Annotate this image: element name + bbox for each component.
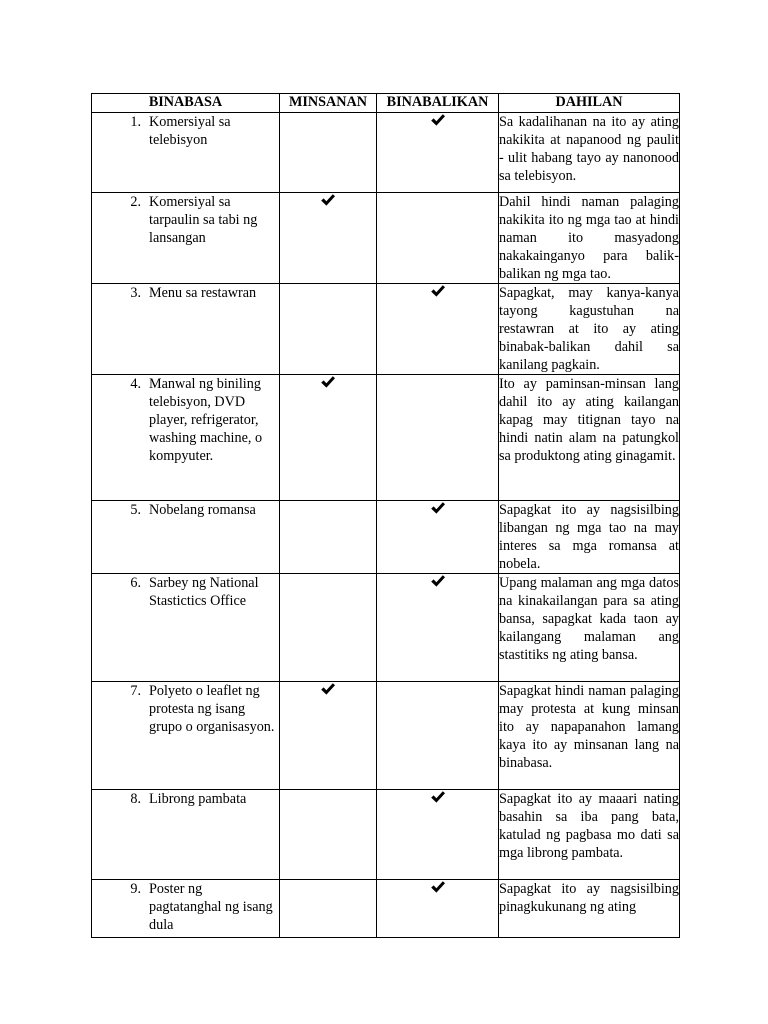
header-binabasa: BINABASA [92, 94, 280, 113]
item-number: 5. [130, 502, 141, 518]
header-binabalikan: BINABALIKAN [377, 94, 499, 113]
header-minsanan: MINSANAN [280, 94, 377, 113]
item-cell [92, 501, 280, 574]
table-row [92, 790, 680, 880]
item-label: Menu sa restawran [149, 285, 257, 301]
reason-cell: Sapagkat ito ay maaari nating basahin sa iba pang bata, katulad ng pagbasa mo dati sa mga librong pambata. [499, 790, 680, 880]
table-row [92, 375, 680, 501]
item-cell [92, 193, 280, 284]
item-cell [92, 682, 280, 790]
item-cell [92, 790, 280, 880]
check-icon [320, 195, 336, 211]
binabalikan-cell [377, 193, 499, 284]
minsanan-cell [280, 574, 377, 682]
minsanan-cell [280, 284, 377, 375]
binabalikan-cell [377, 113, 499, 193]
binabalikan-cell [377, 880, 499, 938]
binabalikan-cell [377, 790, 499, 880]
item-number: 7. [130, 683, 141, 699]
item-number: 2. [130, 194, 141, 210]
binabalikan-cell [377, 574, 499, 682]
reason-cell: Upang malaman ang mga datos na kinakailangan para sa ating bansa, sapagkat kada taon ay kailangang malaman ang stastitiks ng ating bansa. [499, 574, 680, 682]
item-label: Komersiyal sa telebisyon [149, 114, 231, 148]
binabalikan-cell [377, 682, 499, 790]
table-row [92, 501, 680, 574]
minsanan-cell [280, 113, 377, 193]
reason-cell: Ito ay paminsan-minsan lang dahil ito ay ating kailangan kapag may titignan tayo na hindi natin alam na patungkol sa produktong ating ginagamit. [499, 375, 680, 501]
check-icon [320, 377, 336, 393]
item-label: Librong pambata [149, 791, 247, 807]
item-cell [92, 375, 280, 501]
header-dahilan: DAHILAN [499, 94, 680, 113]
item-cell [92, 574, 280, 682]
reason-cell: Sa kadalihanan na ito ay ating nakikita at napanood ng paulit - ulit habang tayo ay nanonood sa telebisyon. [499, 113, 680, 193]
reason-cell: Sapagkat ito ay nagsisilbing libangan ng mga tao na may interes sa mga romansa at nobela. [499, 502, 679, 572]
item-label: Sarbey ng National Stastictics Office [149, 575, 259, 609]
minsanan-cell [280, 790, 377, 880]
reason-cell: Dahil hindi naman palaging nakikita ito ng mga tao at hindi naman ito masyadong nakakainganyo para balik-balikan ng mga tao. [499, 194, 679, 282]
reason-cell: Sapagkat, may kanya-kanya tayong kagustuhan na restawran at ito ay ating binabak-balikan dahil sa kanilang pagkain. [499, 285, 679, 373]
table-row [92, 682, 680, 790]
item-label: Komersiyal sa tarpaulin sa tabi ng lansangan [149, 194, 258, 246]
item-label: Nobelang romansa [149, 502, 256, 518]
item-number: 4. [130, 376, 141, 392]
minsanan-cell [280, 193, 377, 284]
binabalikan-cell [377, 284, 499, 375]
item-cell [92, 113, 280, 193]
check-icon [430, 503, 446, 519]
check-icon [430, 792, 446, 808]
check-icon [430, 882, 446, 898]
binabalikan-cell [377, 375, 499, 501]
reason-cell: Sapagkat hindi naman palaging may protesta at kung minsan ito ay napapanahon lamang kaya ito ay minsanan lang na binabasa. [499, 682, 680, 790]
table-row [92, 574, 680, 682]
reading-table [91, 93, 680, 938]
minsanan-cell [280, 501, 377, 574]
table-row [92, 113, 680, 193]
item-number: 6. [130, 575, 141, 591]
item-cell [92, 284, 280, 375]
item-number: 3. [130, 285, 141, 301]
table-row [92, 193, 680, 284]
item-number: 1. [130, 114, 141, 130]
reason-cell: Sapagkat ito ay nagsisilbing pinagkukunang ng ating [499, 880, 680, 938]
check-icon [320, 684, 336, 700]
minsanan-cell [280, 375, 377, 501]
header-row [92, 94, 680, 113]
check-icon [430, 115, 446, 131]
check-icon [430, 286, 446, 302]
item-label: Poster ng pagtatanghal ng isang dula [149, 881, 273, 933]
minsanan-cell [280, 880, 377, 938]
minsanan-cell [280, 682, 377, 790]
item-number: 9. [130, 881, 141, 897]
item-label: Polyeto o leaflet ng protesta ng isang grupo o organisasyon. [149, 683, 275, 735]
table-row [92, 880, 680, 938]
check-icon [430, 576, 446, 592]
item-number: 8. [130, 791, 141, 807]
table-row [92, 284, 680, 375]
binabalikan-cell [377, 501, 499, 574]
item-label: Manwal ng biniling telebisyon, DVD player, refrigerator, washing machine, o kompyuter. [149, 376, 263, 464]
item-cell [92, 880, 280, 938]
